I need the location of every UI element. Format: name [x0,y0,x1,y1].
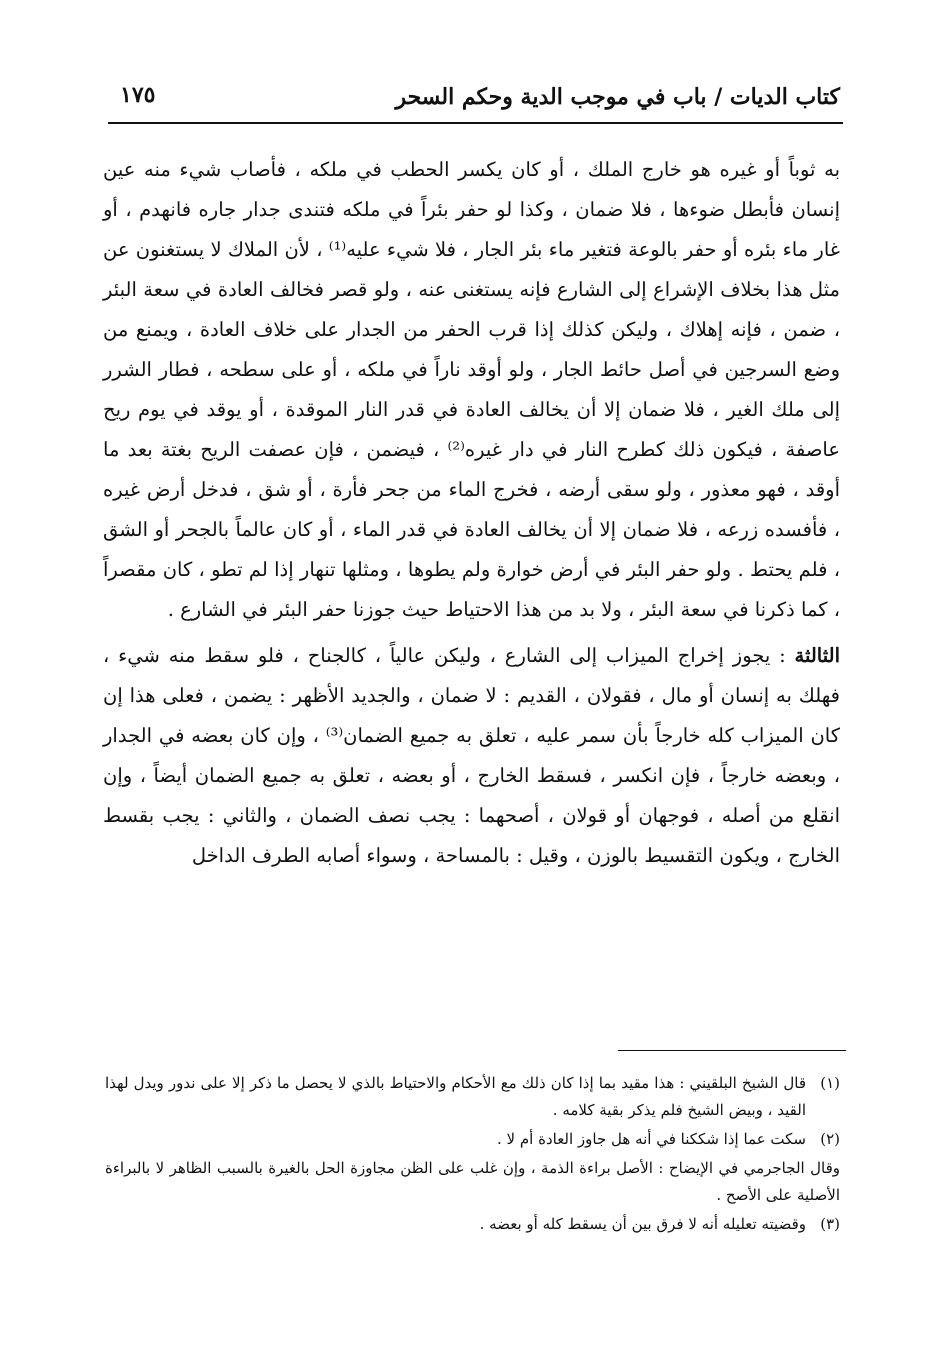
footnote [105,1126,840,1153]
footnote-continuation [105,1155,840,1209]
footnote-number: (٣) [820,1215,840,1233]
page-number: ١٧٥ [120,82,156,108]
footnotes [105,1070,840,1240]
footnote-divider [618,1050,846,1051]
paragraph [103,150,840,630]
footnote-number: (١) [820,1074,840,1092]
section-lead-word: الثالثة [794,644,840,667]
footnote-text: وقال الجاجرمي في الإيضاح : الأصل براءة الذمة ، وإن غلب على الظن مجاوزة الحل بالغيرة بالسبب الظاهر لا بالبراءة الأصلية على الأصح . [105,1159,840,1204]
footnote-text: قال الشيخ البلقيني : هذا مقيد بما إذا كان ذلك مع الأحكام والاحتياط بالذي لا يحصل ما ذكر إلا على ندور ويدل لهذا القيد ، وبيض الشيخ فلم يذكر بقية كلامه . [105,1074,806,1119]
footnote [105,1211,840,1238]
main-text [103,150,840,876]
footnote-text: وقضيته تعليله أنه لا فرق بين أن يسقط كله أو بعضه . [479,1215,806,1233]
footnote [105,1070,840,1124]
paragraph-text: : يجوز إخراج الميزاب إلى الشارع ، وليكن عالياً ، كالجناح ، فلو سقط منه شيء ، فهلك به إنسان أو مال ، فقولان ، القديم : لا ضمان ، والجديد الأظهر : يضمن ، فعلى هذا إن كان الميزاب كله خارجاً بأن سمر عليه ، تعلق به جميع الضمان⁽³⁾ ، وإن كان بعضه في الجدار ، وبعضه خارجاً ، فإن انكسر ، فسقط الخارج ، أو بعضه ، تعلق به جميع الضمان أيضاً ، وإن انقلع من أصله ، فوجهان أو قولان ، أصحهما : يجب نصف الضمان ، والثاني : يجب بقسط الخارج ، ويكون التقسيط بالوزن ، وقيل : بالمساحة ، وسواء أصابه الطرف الداخل [103,644,840,867]
running-title: كتاب الديات / باب في موجب الدية وحكم السحر [395,84,840,110]
paragraph [103,636,840,876]
page-header [110,78,840,118]
paragraph-text: به ثوباً أو غيره هو خارج الملك ، أو كان يكسر الحطب في ملكه ، فأصاب شيء منه عين إنسان فأبطل ضوءها ، فلا ضمان ، وكذا لو حفر بئراً في ملكه فتندى جدار جاره فانهدم ، أو غار ماء بئره أو حفر بالوعة فتغير ماء بئر الجار ، فلا شيء عليه⁽¹⁾ ، لأن الملاك لا يستغنون عن مثل هذا بخلاف الإشراع إلى الشارع فإنه يستغنى عنه ، ولو قصر فخالف العادة في سعة البئر ، ضمن ، فإنه إهلاك ، وليكن كذلك إذا قرب الحفر من الجدار على خلاف العادة ، ويمنع من وضع السرجين في أصل حائط الجار ، ولو أوقد ناراً في ملكه ، أو على سطحه ، فطار الشرر إلى ملك الغير ، فلا ضمان إلا أن يخالف العادة في قدر النار الموقدة ، أو يوقد في يوم ريح عاصفة ، فيكون ذلك كطرح النار في دار غيره⁽²⁾ ، فيضمن ، فإن عصفت الريح بغتة بعد ما أوقد ، فهو معذور ، ولو سقى أرضه ، فخرج الماء من جحر فأرة ، أو شق ، فدخل أرض غيره ، فأفسده زرعه ، فلا ضمان إلا أن يخالف العادة في قدر الماء ، أو كان عالماً بالجحر أو الشق ، فلم يحتط . ولو حفر البئر في أرض خوارة ولم يطوها ، ومثلها تنهار إذا لم تطو ، كان مقصراً ، كما ذكرنا في سعة البئر ، ولا بد من هذا الاحتياط حيث جوزنا حفر البئر في الشارع . [103,158,840,621]
footnote-number: (٢) [820,1130,840,1148]
footnote-text: سكت عما إذا شككنا في أنه هل جاوز العادة أم لا . [497,1130,806,1148]
header-divider [108,122,843,124]
